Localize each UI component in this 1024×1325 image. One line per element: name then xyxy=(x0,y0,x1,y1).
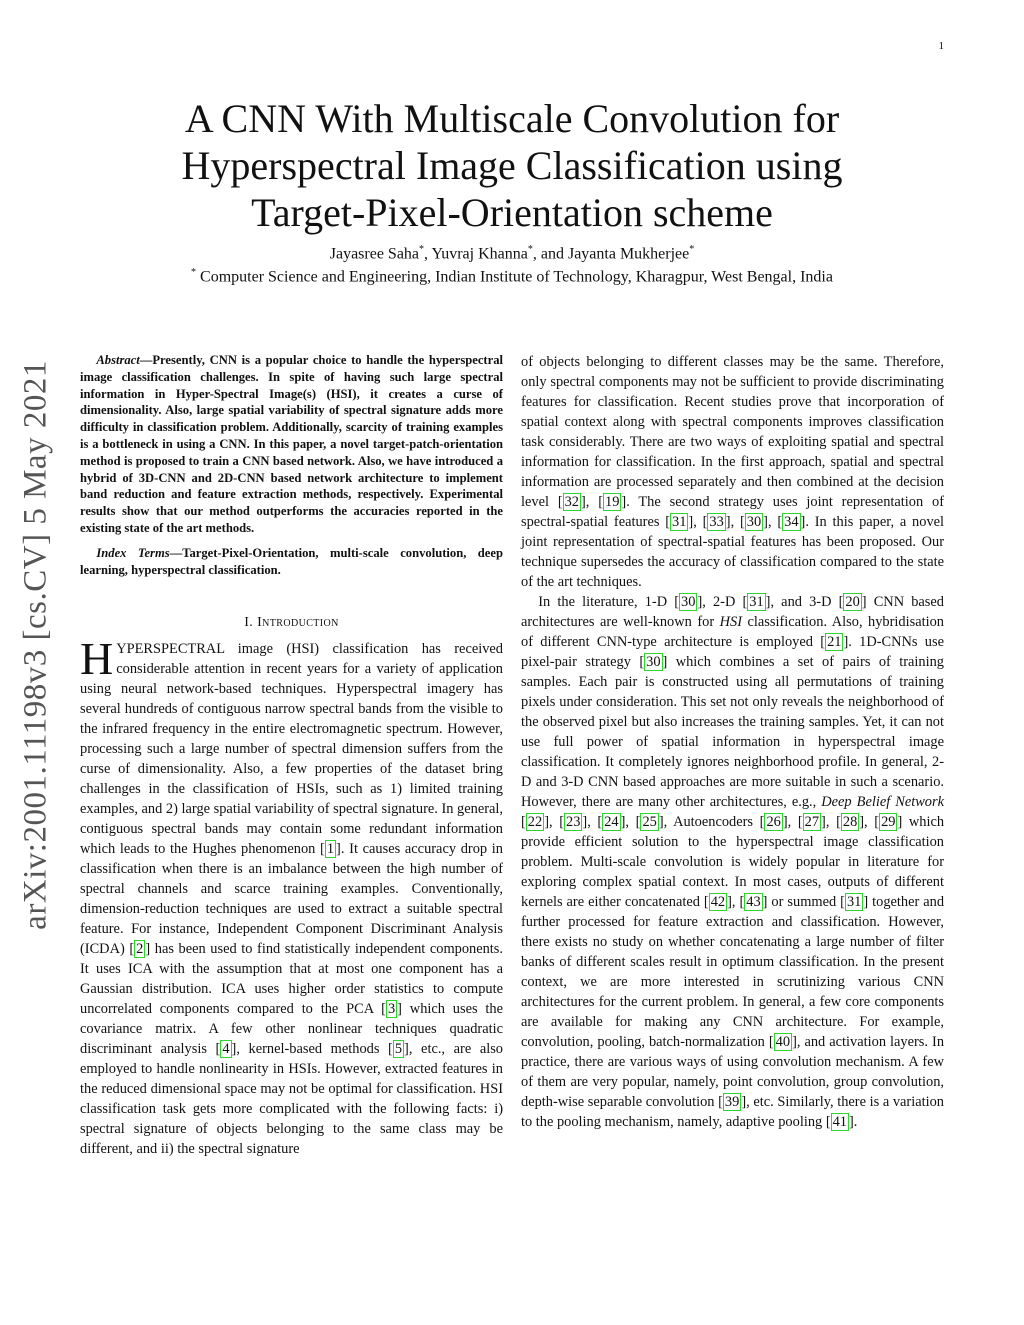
intro-paragraph: In the literature, 1-D [ 30 ], 2-D [ 31 ], and 3-D [ 20 ] CNN based architectures are well-known for HSI classification. Also, hybridisation of different CNN-type architecture is employed [ 21 ]. 1D-CNNs use pixel-pair strategy [ 30 ] which combines a set of pairs of training samples. Each pair is constructed using all permutations of training pixels under consideration. This set not only reveals the neighborhood of the observed pixel but also increases the training samples. Yet, it can not use full power of spatial information in hyperspectral image classification. It completely ignores neighborhood profile. In general, 2-D and 3-D CNN based approaches are more suitable in such a scenario. However, there are many other architectures, e.g., Deep Belief Network [ 22 ], [ 23 ], [ 24 ], [ 25 ], Autoencoders [ 26 ], [ 27 ], [ 28 ], [ 29 ] which provide efficient solution to the hyperspectral image classification problem. Multi-scale convolution is widely popular in literature for exploring complex spatial context. In most cases, outputs of different kernels are either concatenated [ 42 ], [ 43 ] or summed [ 31 ] together and further processed for feature extraction and classification. However, there exists no study on whether concatenating a large number of filter banks of different scales result in optimum classification. In the present context, we are more interested in scrutinizing various CNN architectures for the current problem. In general, a few core components are available for making any CNN architecture. For example, convolution, pooling, batch-normalization [ 40 ], and activation layers. In practice, there are various ways of using convolution mechanism. A few of them are very popular, namely, point convolution, group convolution, depth-wise separable convolution [ 39 ], etc. Similarly, there is a variation to the pooling mechanism, namely, adaptive pooling [ 41 ]. xyxy=(521,594,945,1130)
citation-link[interactable]: 31 xyxy=(672,514,687,530)
body-text: , 2-D xyxy=(702,594,743,610)
citation-link[interactable]: 43 xyxy=(746,894,761,910)
citation-link[interactable]: 29 xyxy=(881,814,896,830)
body-text: of objects belonging to different classes may be the same. Therefore, only spectral components may not be sufficient to provide discriminating features for classification. Recent studies prove that incorporation of spatial context along with spectral components improves classification task considerably. There are two ways of exploiting spatial and spectral information for classification. In the first approach, spatial and spectral information are processed separately and then combined at the decision level xyxy=(521,354,944,510)
citation-link[interactable]: 33 xyxy=(709,514,724,530)
body-text: . The second strategy uses joint representation of spectral-spatial features xyxy=(521,494,944,530)
section-title: Introduction xyxy=(257,615,339,631)
body-text: together and further processed for feature extraction and classification. However, there exists no study on whether concatenating a large number of filter banks of different scales result in optimum classification. In the present context, we are more interested in scrutinizing various CNN architectures for the current problem. In general, a few core components are available for making any CNN architecture. For example, convolution, pooling, batch-normalization xyxy=(521,894,945,1050)
index-terms-label: Index Terms xyxy=(96,545,170,560)
first-word: YPERSPECTRAL xyxy=(116,641,225,658)
intro-paragraph: HYPERSPECTRAL image (HSI) classification has received considerable attention in recent years for a variety of application using neural network-based techniques. Hyperspectral imagery has several hundreds of contiguous narrow spectral bands from the visible to the infrared frequency in the entire electromagnetic spectrum. However, processing such a large number of spectral dimension suffers from the curse of dimensionality. Also, a few properties of the dataset bring challenges in the classification of HSIs, such as 1) limited training examples, and 2) large spatial variability of spectral signature. In general, contiguous spectral bands may contain some redundant information which leads to the Hughes phenomenon [ 1 ]. It causes accuracy drop in classification when there is an imbalance between the high number of spectral channels and scarce training examples. Conventionally, dimension-reduction techniques are used to extract a suitable spectral feature. For instance, Independent Component Discriminant Analysis (ICDA) [ 2 ] has been used to find statistically independent components. It uses ICA with the assumption that at most one component has a Gaussian distribution. ICA uses higher order statistics to compute uncorrelated components compared to the PCA [ 3 ] which uses the covariance matrix. A few other nonlinear techniques quadratic discriminant analysis [ 4 ], kernel-based methods [ 5 ], etc., are also employed to handle nonlinearity in HSIs. However, extracted features in the reduced dimensional space may not be optimal for classification. HSI classification task gets more complicated with the following facts: i) spectral signature of objects belonging to the same class may be different, and ii) the spectral signature xyxy=(80,633,504,1158)
citation-link[interactable]: 20 xyxy=(845,594,860,610)
author-marker: * xyxy=(527,244,533,255)
author-name: Yuvraj Khanna xyxy=(431,245,528,263)
body-text: has been used to find statistically independent components. It uses ICA with the assumption that at most one component has a Gaussian distribution. ICA uses higher order statistics to compute uncorrelated components compared to the PCA xyxy=(80,941,503,1018)
abstract-label: Abstract xyxy=(96,353,140,367)
author-name: Jayasree Saha xyxy=(329,245,420,263)
body-text: . 1D-CNNs use pixel-pair strategy xyxy=(521,634,944,670)
citation-link[interactable]: 40 xyxy=(775,1034,791,1050)
citation-link[interactable]: 27 xyxy=(804,814,820,830)
citation-link[interactable]: 22 xyxy=(527,814,543,830)
body-text: , etc. Similarly, there is a variation to the pooling mechanism, namely, adaptive pooling xyxy=(521,1094,944,1130)
affiliation xyxy=(110,267,914,286)
citation-link[interactable]: 25 xyxy=(642,814,657,830)
citation-link[interactable]: 34 xyxy=(784,514,799,530)
citation-link[interactable]: 30 xyxy=(746,514,762,530)
citation-link[interactable]: 3 xyxy=(387,1001,396,1018)
abstract-text: —Presently, CNN is a popular choice to handle the hyperspectral image classification challenges. In spite of having such large spectral information in Hyper-Spectral Image(s) (HSI), it creates a curse of dimensionality. Also, large spatial variability of spectral signature adds more difficulty in classification problem. Additionally, scarcity of training examples is a bottleneck in using a CNN. In this paper, a novel target-patch-orientation method is proposed to train a CNN based network. Also, we have introduced a hybrid of 3D-CNN and 2D-CNN based network architecture to implement band reduction and feature extraction methods, respectively. Experimental results show that our method outperforms the accuracies reported in the existing state of the art methods. xyxy=(80,353,503,535)
paper-title xyxy=(120,95,904,236)
body-text: which provide efficient solution to the hyperspectral image classification problem. Multi-scale convolution is widely popular in literature for exploring complex spatial context. In most cases, outputs of different kernels are either concatenated xyxy=(521,814,945,910)
citation-link[interactable]: 31 xyxy=(749,594,764,610)
citation-link[interactable]: 5 xyxy=(394,1041,403,1058)
section-number: I. xyxy=(244,615,254,631)
section-heading xyxy=(80,615,503,631)
emphasis-text: HSI xyxy=(719,614,743,630)
left-column xyxy=(80,352,503,1159)
citation-link[interactable]: 1 xyxy=(326,841,335,858)
author-name: and Jayanta Mukherjee xyxy=(540,245,690,263)
body-text: . In this paper, a novel joint representation of spectral-spatial features has been proposed. Our technique supersedes the accuracy of classification compared to the state of the art techniques. xyxy=(521,514,945,590)
body-text: . xyxy=(853,1114,858,1130)
emphasis-text: Deep Belief Network xyxy=(821,794,944,810)
right-column xyxy=(521,352,944,1132)
body-text: , Autoencoders xyxy=(663,814,760,830)
drop-cap: H xyxy=(80,633,114,685)
citation-link[interactable]: 28 xyxy=(842,814,858,830)
citation-link[interactable]: 30 xyxy=(681,594,696,610)
citation-link[interactable]: 39 xyxy=(724,1094,740,1110)
body-text: which uses the covariance matrix. A few other nonlinear techniques quadratic discriminant analysis xyxy=(80,1001,504,1058)
body-text: which combines a set of pairs of training samples. Each pair is constructed using all permutations of training pixels under consideration. This set not only reveals the neighborhood of the observed pixel but also increases the training samples. Yet, it can not use full power of spatial information in hyperspectral image classification. It completely ignores neighborhood profile. In general, 2-D and 3-D CNN based approaches are more suitable in such a scenario. However, there are many other architectures, e.g., xyxy=(521,654,944,810)
citation-link[interactable]: 21 xyxy=(827,634,842,650)
citation-link[interactable]: 42 xyxy=(710,894,726,910)
body-text: image (HSI) classification has received considerable attention in recent years for a variety of application using neural network-based techniques. Hyperspectral imagery has several hundreds of contiguous narrow spectral bands from the visible to the infrared frequency in the entire electromagnetic spectrum. However, processing such a large number of spectral dimension suffers from the curse of dimensionality. Also, a few properties of the dataset bring challenges in the classification of HSIs, such as 1) limited training examples, and 2) large spatial variability of spectral signature. In general, contiguous spectral bands may contain some redundant information which leads to the Hughes phenomenon xyxy=(80,641,503,858)
body-text: . It causes accuracy drop in classification when there is an imbalance between the high number of spectral channels and scarce training examples. Conventionally, dimension-reduction techniques are used to extract a suitable spectral feature. For instance, Independent Component Discriminant Analysis (ICDA) xyxy=(80,841,504,958)
citation-link[interactable]: 32 xyxy=(564,494,579,510)
citation-link[interactable]: 30 xyxy=(646,654,661,670)
citation-link[interactable]: 26 xyxy=(766,814,781,830)
abstract xyxy=(80,352,503,537)
body-text: , and activation layers. In practice, there are various ways of using convolution mechanism. A few of them are very popular, namely, point convolution, group convolution, depth-wise separable convolution xyxy=(521,1034,945,1110)
title-line: Target-Pixel-Orientation scheme xyxy=(251,190,773,235)
author-marker: * xyxy=(689,244,695,255)
title-line: A CNN With Multiscale Convolution for xyxy=(184,96,840,141)
intro-paragraph: of objects belonging to different classes may be the same. Therefore, only spectral components may not be sufficient to provide discriminating features for classification. Recent studies prove that incorporation of spatial context along with spectral components improves classification task considerably. There are two ways of exploiting spatial and spectral information for classification. In the first approach, spatial and spectral information are processed separately and then combined at the decision level [ 32 ], [ 19 ]. The second strategy uses joint representation of spectral-spatial features [ 31 ], [ 33 ], [ 30 ], [ 34 ]. In this paper, a novel joint representation of spectral-spatial features has been proposed. Our technique supersedes the accuracy of classification compared to the state of the art techniques. xyxy=(521,354,945,590)
citation-link[interactable]: 23 xyxy=(566,814,581,830)
body-text: classification. Also, hybridisation of different CNN-type architecture is employed xyxy=(521,614,944,650)
affiliation-text: Computer Science and Engineering, Indian Institute of Technology, Kharagpur, West Bengal, India xyxy=(200,268,833,286)
index-terms xyxy=(80,545,503,579)
body-text: , and 3-D xyxy=(770,594,839,610)
body-text: , kernel-based methods xyxy=(236,1041,389,1058)
page-number: 1 xyxy=(938,40,944,52)
author-list: Jayasree Saha*, Yuvraj Khanna*, and Jayanta Mukherjee* xyxy=(329,244,695,263)
citation-link[interactable]: 2 xyxy=(136,941,144,958)
citation-link[interactable]: 24 xyxy=(604,814,619,830)
body-text: In the literature, 1-D xyxy=(538,594,675,610)
affiliation-marker: * xyxy=(191,267,197,278)
citation-link[interactable]: 41 xyxy=(832,1114,847,1130)
body-text: or summed xyxy=(767,894,841,910)
body-text: , etc., are also employed to handle nonlinearity in HSIs. However, extracted features in the reduced dimensional space may not be optimal for classification. HSI classification task gets more complicated with the following facts: i) spectral signature of objects belonging to the same class may be different, and ii) the spectral signature xyxy=(80,1041,503,1158)
body-text: CNN based architectures are well-known for xyxy=(521,594,944,630)
citation-link[interactable]: 19 xyxy=(605,494,620,510)
citation-link[interactable]: 31 xyxy=(846,894,862,910)
index-terms-text: —Target-Pixel-Orientation, multi-scale convolution, deep learning, hyperspectral classification. xyxy=(80,545,503,577)
title-line: Hyperspectral Image Classification using xyxy=(181,143,843,188)
author-marker: * xyxy=(419,244,425,255)
citation-link[interactable]: 4 xyxy=(222,1041,230,1058)
arxiv-identifier: arXiv:2001.11198v3 [cs.CV] 5 May 2021 xyxy=(17,360,54,930)
